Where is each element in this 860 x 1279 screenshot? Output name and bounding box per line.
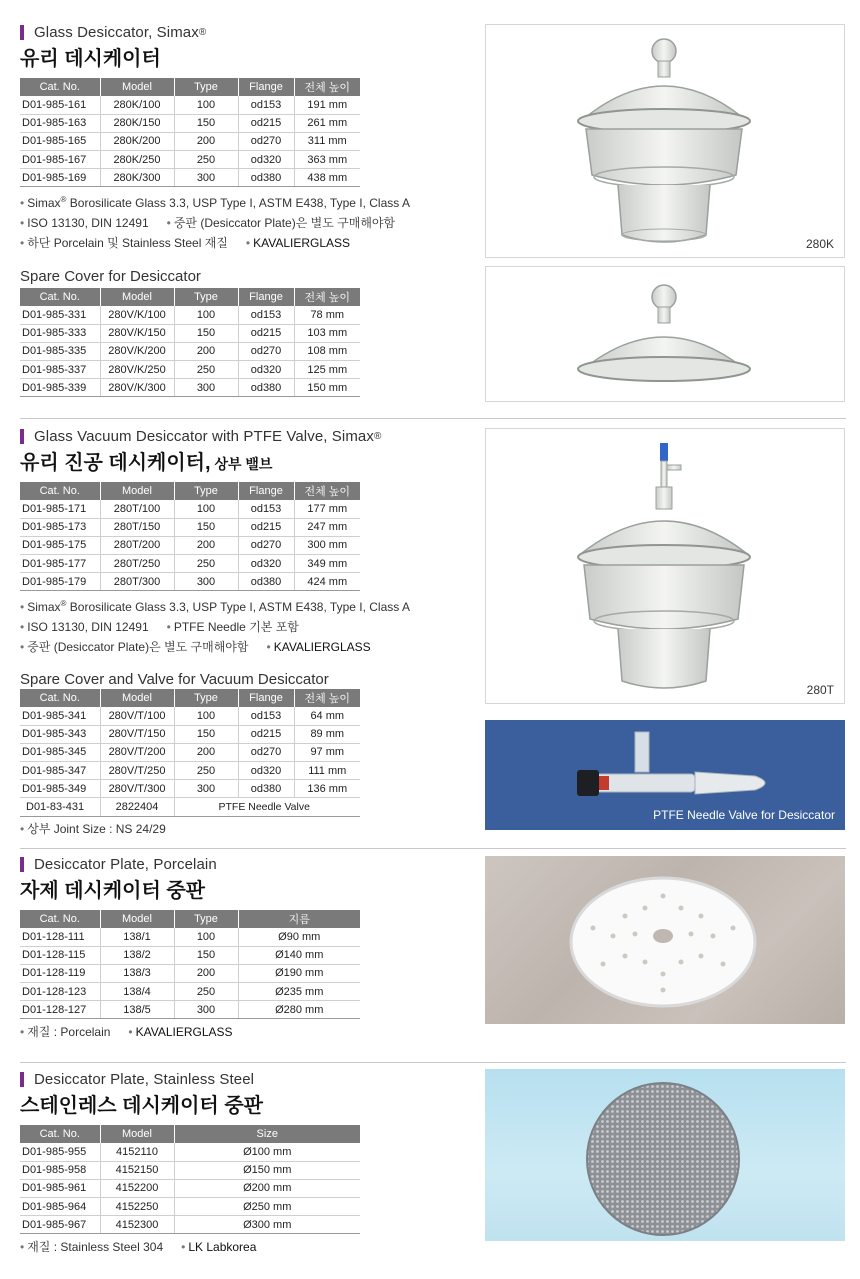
title-en-text: Desiccator Plate, Stainless Steel (34, 1071, 255, 1088)
cell: D01-985-349 (20, 780, 100, 798)
cell: 349 mm (294, 555, 360, 573)
cell: 2822404 (100, 798, 174, 816)
cell: 438 mm (294, 169, 360, 187)
section-glass-desiccator (20, 24, 470, 253)
note-text: ISO 13130, DIN 12491 (27, 216, 149, 231)
note-text: 상부 Joint Size : NS 24/29 (27, 821, 166, 836)
cell: D01-128-123 (20, 983, 100, 1001)
cell: D01-985-347 (20, 762, 100, 780)
cell: 280V/T/200 (100, 743, 174, 761)
cell: od215 (238, 725, 294, 743)
col-header: Model (100, 288, 174, 306)
cell: 280T/100 (100, 500, 174, 518)
porcelain-plate-illustration (485, 856, 845, 1024)
product-table (20, 482, 360, 591)
table-row (20, 798, 360, 816)
cell: od153 (238, 96, 294, 114)
notes: • Simax® Borosilicate Glass 3.3, USP Type I, ASTM E438, Type I, Class A • ISO 13130, DIN 12491 • PTFE Needle 기본 포함 • 중판 (Desiccator Plate)은 별도 구매해야함 • KAVALIERGLASS (20, 599, 410, 655)
cell: 89 mm (294, 725, 360, 743)
cell: 177 mm (294, 500, 360, 518)
note-text: Borosilicate Glass 3.3, USP Type I, ASTM E438, Type I, Class A (66, 600, 410, 615)
cell: od380 (238, 169, 294, 187)
cell: 280V/K/150 (100, 324, 174, 342)
table-row (20, 725, 360, 743)
cell: od320 (238, 555, 294, 573)
title-bar-marker (20, 1072, 24, 1087)
cell: 200 (174, 536, 238, 554)
spare-cover-illustration (486, 267, 845, 402)
registered-mark: ® (198, 27, 207, 38)
cell: od153 (238, 707, 294, 725)
cell: 138/4 (100, 983, 174, 1001)
cell: 300 (174, 1001, 238, 1019)
note-text: Borosilicate Glass 3.3, USP Type I, ASTM E438, Type I, Class A (66, 196, 410, 211)
brand-name: KAVALIERGLASS (273, 640, 371, 655)
needle-valve-image (485, 720, 845, 830)
notes: • 상부 Joint Size : NS 24/29 (20, 821, 166, 836)
section-title-ko: 스테인레스 데시케이터 중판 (20, 1095, 263, 1117)
vacuum-desiccator-image (485, 428, 845, 704)
section-title: Spare Cover and Valve for Vacuum Desiccator (20, 671, 329, 688)
title-ko-text: 유리 진공 데시케이터, (20, 452, 211, 474)
cell: 300 (174, 573, 238, 591)
col-header: 지름 (238, 910, 360, 928)
table-row (20, 964, 360, 982)
col-header: Model (100, 689, 174, 707)
section-divider (20, 418, 846, 419)
section-divider (20, 848, 846, 849)
cell: D01-985-161 (20, 96, 100, 114)
cell: 150 mm (294, 379, 360, 397)
table-row (20, 1216, 360, 1234)
note-text: Simax (27, 196, 61, 211)
registered-mark: ® (373, 431, 382, 442)
cell: 280K/200 (100, 132, 174, 150)
table-row (20, 114, 360, 132)
cell: od270 (238, 743, 294, 761)
cell: 100 (174, 96, 238, 114)
cell: 280V/K/200 (100, 342, 174, 360)
cell: 280V/T/250 (100, 762, 174, 780)
section-title-ko (20, 446, 470, 475)
cell: 250 (174, 983, 238, 1001)
cell: D01-985-173 (20, 518, 100, 536)
table-row (20, 1001, 360, 1019)
table-row (20, 1161, 360, 1179)
table-row (20, 707, 360, 725)
cell: 300 (174, 169, 238, 187)
table-row (20, 518, 360, 536)
title-bar-marker (20, 857, 24, 872)
spare-cover-image (485, 266, 845, 402)
table-row (20, 1143, 360, 1161)
col-header: Model (100, 482, 174, 500)
cell: 4152200 (100, 1179, 174, 1197)
image-caption: 280T (806, 683, 834, 697)
cell: 138/2 (100, 946, 174, 964)
col-header: 전체 높이 (294, 482, 360, 500)
note-text: 재질 : Stainless Steel 304 (27, 1240, 164, 1255)
cell: 280V/K/300 (100, 379, 174, 397)
table-row (20, 555, 360, 573)
cell: Ø150 mm (174, 1161, 360, 1179)
cell: 150 (174, 324, 238, 342)
col-header: Cat. No. (20, 910, 100, 928)
col-header: 전체 높이 (294, 689, 360, 707)
section-title: Spare Cover for Desiccator (20, 268, 201, 285)
col-header: Cat. No. (20, 482, 100, 500)
cell: D01-985-177 (20, 555, 100, 573)
table-row (20, 324, 360, 342)
cell: 97 mm (294, 743, 360, 761)
cell: 4152150 (100, 1161, 174, 1179)
cell: Ø90 mm (238, 928, 360, 946)
cell: 200 (174, 964, 238, 982)
cell: 138/1 (100, 928, 174, 946)
image-caption: PTFE Needle Valve for Desiccator (653, 808, 835, 822)
title-bar-marker (20, 25, 24, 40)
table-row (20, 780, 360, 798)
section-spare-cover-valve (20, 671, 470, 839)
cell: 280K/100 (100, 96, 174, 114)
table-row (20, 983, 360, 1001)
title-bar-marker (20, 429, 24, 444)
cell: D01-985-955 (20, 1143, 100, 1161)
col-header: Cat. No. (20, 1125, 100, 1143)
cell: D01-128-115 (20, 946, 100, 964)
cell: od380 (238, 573, 294, 591)
product-table (20, 288, 360, 397)
cell: D01-985-345 (20, 743, 100, 761)
product-table (20, 78, 360, 187)
table-row (20, 1179, 360, 1197)
cell: D01-985-167 (20, 151, 100, 169)
title-en-text: Glass Desiccator, Simax (34, 24, 199, 41)
cell: 280T/150 (100, 518, 174, 536)
col-header: Model (100, 78, 174, 96)
cell: 100 (174, 500, 238, 518)
cell: 280T/200 (100, 536, 174, 554)
cell: 4152250 (100, 1198, 174, 1216)
notes: • Simax® Borosilicate Glass 3.3, USP Type I, ASTM E438, Type I, Class A • ISO 13130, DIN 12491 • 중판 (Desiccator Plate)은 별도 구매해야함 • 하단 Porcelain 및 Stainless Steel 재질 • KAVALIERGLASS (20, 195, 410, 251)
cell: D01-83-431 (20, 798, 100, 816)
col-header: 전체 높이 (294, 78, 360, 96)
note-text: 중판 (Desiccator Plate)은 별도 구매해야함 (27, 640, 249, 655)
cell: D01-985-967 (20, 1216, 100, 1234)
cell: 100 (174, 928, 238, 946)
cell: 4152300 (100, 1216, 174, 1234)
cell: D01-985-341 (20, 707, 100, 725)
cell: D01-985-333 (20, 324, 100, 342)
table-row (20, 946, 360, 964)
cell: 250 (174, 361, 238, 379)
registered-mark: ® (60, 599, 67, 609)
section-divider (20, 1062, 846, 1063)
section-title-ko: 유리 데시케이터 (20, 48, 161, 70)
col-header: Flange (238, 78, 294, 96)
col-header: Cat. No. (20, 689, 100, 707)
cell: 250 (174, 555, 238, 573)
note-text: 중판 (Desiccator Plate)은 별도 구매해야함 (173, 216, 396, 231)
cell: D01-985-163 (20, 114, 100, 132)
title-ko-sub: 상부 밸브 (210, 456, 273, 472)
cell: Ø235 mm (238, 983, 360, 1001)
cell: 150 (174, 114, 238, 132)
cell: Ø140 mm (238, 946, 360, 964)
cell: 247 mm (294, 518, 360, 536)
cell: od320 (238, 151, 294, 169)
cell: 200 (174, 342, 238, 360)
note-text: 하단 Porcelain 및 Stainless Steel 재질 (27, 236, 228, 251)
table-row (20, 306, 360, 324)
vacuum-desiccator-illustration (486, 429, 845, 704)
section-porcelain-plate (20, 856, 470, 1042)
section-spare-cover (20, 268, 470, 397)
table-row (20, 361, 360, 379)
cell: 311 mm (294, 132, 360, 150)
title-en-text: Desiccator Plate, Porcelain (34, 856, 217, 873)
cell: 250 (174, 151, 238, 169)
cell: 138/5 (100, 1001, 174, 1019)
cell: od320 (238, 361, 294, 379)
table-row (20, 536, 360, 554)
table-row (20, 96, 360, 114)
section-vacuum-desiccator (20, 428, 470, 657)
cell: 280V/T/300 (100, 780, 174, 798)
note-text: ISO 13130, DIN 12491 (27, 620, 149, 635)
cell: 78 mm (294, 306, 360, 324)
cell: Ø200 mm (174, 1179, 360, 1197)
col-header: Type (174, 689, 238, 707)
cell: Ø280 mm (238, 1001, 360, 1019)
cell: 280T/250 (100, 555, 174, 573)
col-header: Type (174, 288, 238, 306)
cell: D01-985-171 (20, 500, 100, 518)
cell: 111 mm (294, 762, 360, 780)
section-steel-plate (20, 1071, 470, 1257)
cell: 4152110 (100, 1143, 174, 1161)
cell: D01-985-961 (20, 1179, 100, 1197)
cell: 280K/150 (100, 114, 174, 132)
col-header: Type (174, 482, 238, 500)
col-header: Flange (238, 689, 294, 707)
table-row (20, 151, 360, 169)
cell: 280T/300 (100, 573, 174, 591)
cell: od270 (238, 536, 294, 554)
cell: D01-128-111 (20, 928, 100, 946)
section-title-en (20, 24, 470, 41)
cell: 108 mm (294, 342, 360, 360)
cell: Ø250 mm (174, 1198, 360, 1216)
cell: 100 (174, 306, 238, 324)
cell: od153 (238, 500, 294, 518)
brand-name: KAVALIERGLASS (135, 1025, 233, 1040)
cell: 125 mm (294, 361, 360, 379)
notes: • 재질 : Porcelain • KAVALIERGLASS (20, 1025, 233, 1040)
cell: od215 (238, 324, 294, 342)
table-row (20, 573, 360, 591)
cell: D01-985-335 (20, 342, 100, 360)
section-title-ko: 자제 데시케이터 중판 (20, 880, 205, 902)
cell: 200 (174, 743, 238, 761)
cell: od380 (238, 379, 294, 397)
section-title-en (20, 1071, 470, 1088)
col-header: Model (100, 1125, 174, 1143)
cell: D01-985-169 (20, 169, 100, 187)
cell: od380 (238, 780, 294, 798)
title-en-text: Glass Vacuum Desiccator with PTFE Valve, Simax (34, 428, 374, 445)
col-header: Flange (238, 482, 294, 500)
cell: 191 mm (294, 96, 360, 114)
cell: 424 mm (294, 573, 360, 591)
cell: D01-985-175 (20, 536, 100, 554)
note-text: 재질 : Porcelain (27, 1025, 111, 1040)
cell: 100 (174, 707, 238, 725)
cell: 280K/250 (100, 151, 174, 169)
cell: 280V/T/100 (100, 707, 174, 725)
col-header: Size (174, 1125, 360, 1143)
cell: D01-985-958 (20, 1161, 100, 1179)
cell: D01-985-343 (20, 725, 100, 743)
cell: 261 mm (294, 114, 360, 132)
porcelain-plate-image (485, 856, 845, 1024)
steel-plate-image (485, 1069, 845, 1241)
brand-name: LK Labkorea (188, 1240, 257, 1255)
cell: 150 (174, 518, 238, 536)
col-header: Cat. No. (20, 78, 100, 96)
section-title-en (20, 428, 470, 445)
product-table (20, 689, 360, 817)
cell: 103 mm (294, 324, 360, 342)
cell: D01-985-964 (20, 1198, 100, 1216)
cell: D01-128-127 (20, 1001, 100, 1019)
cell: Ø190 mm (238, 964, 360, 982)
table-row (20, 169, 360, 187)
cell: 150 (174, 725, 238, 743)
cell: 300 (174, 780, 238, 798)
cell: D01-128-119 (20, 964, 100, 982)
notes: • 재질 : Stainless Steel 304 • LK Labkorea (20, 1240, 257, 1255)
cell: 280V/K/250 (100, 361, 174, 379)
table-row (20, 762, 360, 780)
table-row (20, 342, 360, 360)
cell: 150 (174, 946, 238, 964)
cell: 250 (174, 762, 238, 780)
cell: 136 mm (294, 780, 360, 798)
table-row (20, 1198, 360, 1216)
col-header: Cat. No. (20, 288, 100, 306)
col-header: Flange (238, 288, 294, 306)
cell: 64 mm (294, 707, 360, 725)
cell: 280K/300 (100, 169, 174, 187)
glass-desiccator-illustration (486, 25, 845, 258)
cell: 138/3 (100, 964, 174, 982)
cell: 300 mm (294, 536, 360, 554)
table-row (20, 743, 360, 761)
brand-name: KAVALIERGLASS (253, 236, 351, 251)
cell: D01-985-339 (20, 379, 100, 397)
cell: D01-985-337 (20, 361, 100, 379)
cell: D01-985-165 (20, 132, 100, 150)
section-title-en (20, 856, 470, 873)
cell: od153 (238, 306, 294, 324)
table-row (20, 379, 360, 397)
cell: D01-985-331 (20, 306, 100, 324)
image-caption: 280K (805, 237, 834, 251)
cell: od215 (238, 114, 294, 132)
note-text: PTFE Needle 기본 포함 (173, 620, 299, 635)
cell: 200 (174, 132, 238, 150)
cell: 300 (174, 379, 238, 397)
cell: 363 mm (294, 151, 360, 169)
col-header: Model (100, 910, 174, 928)
cell: od215 (238, 518, 294, 536)
cell: Ø100 mm (174, 1143, 360, 1161)
cell: 280V/T/150 (100, 725, 174, 743)
table-row (20, 500, 360, 518)
col-header: 전체 높이 (294, 288, 360, 306)
product-table (20, 1125, 360, 1234)
col-header: Type (174, 910, 238, 928)
cell: Ø300 mm (174, 1216, 360, 1234)
cell: od270 (238, 132, 294, 150)
cell: D01-985-179 (20, 573, 100, 591)
cell: PTFE Needle Valve (174, 798, 360, 816)
note-text: Simax (27, 600, 61, 615)
cell: 280V/K/100 (100, 306, 174, 324)
cell: od320 (238, 762, 294, 780)
table-row (20, 132, 360, 150)
table-row (20, 928, 360, 946)
col-header: Type (174, 78, 238, 96)
cell: od270 (238, 342, 294, 360)
product-table (20, 910, 360, 1019)
desiccator-image (485, 24, 845, 258)
steel-plate-illustration (485, 1069, 845, 1241)
registered-mark: ® (60, 195, 67, 205)
